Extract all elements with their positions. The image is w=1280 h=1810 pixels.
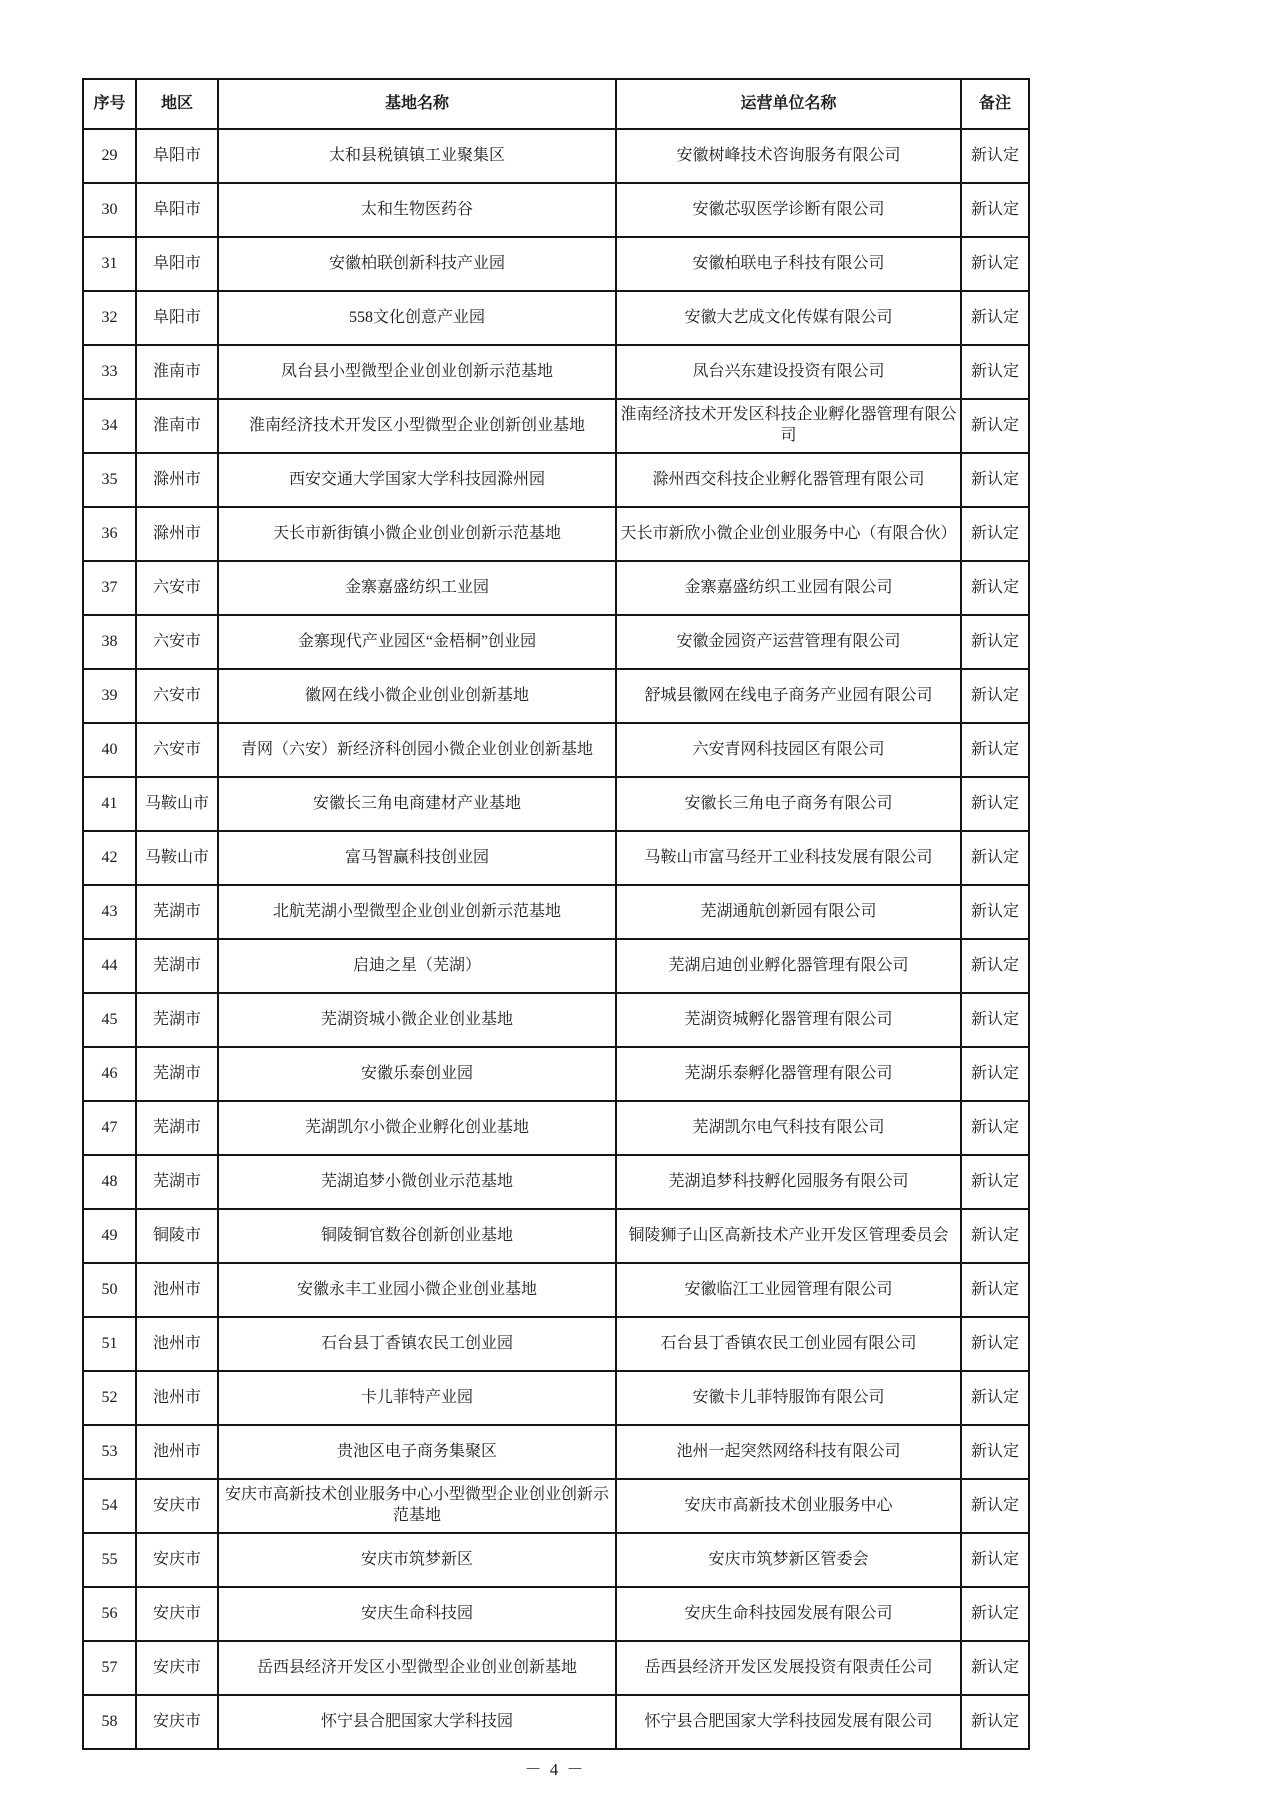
cell-region: 池州市 — [136, 1263, 218, 1317]
column-header-index: 序号 — [83, 79, 136, 129]
cell-index: 54 — [83, 1479, 136, 1533]
cell-remark: 新认定 — [961, 939, 1029, 993]
cell-region: 芜湖市 — [136, 993, 218, 1047]
cell-region: 六安市 — [136, 561, 218, 615]
table-row — [83, 1371, 1029, 1425]
cell-remark: 新认定 — [961, 183, 1029, 237]
cell-remark: 新认定 — [961, 831, 1029, 885]
table-row — [83, 1155, 1029, 1209]
cell-remark: 新认定 — [961, 1209, 1029, 1263]
cell-base-name: 安庆市高新技术创业服务中心小型微型企业创业创新示范基地 — [218, 1479, 616, 1533]
cell-remark: 新认定 — [961, 1533, 1029, 1587]
cell-index: 48 — [83, 1155, 136, 1209]
cell-base-name: 安徽乐泰创业园 — [218, 1047, 616, 1101]
cell-operator: 安徽金园资产运营管理有限公司 — [616, 615, 961, 669]
cell-base-name: 徽网在线小微企业创业创新基地 — [218, 669, 616, 723]
cell-remark: 新认定 — [961, 993, 1029, 1047]
cell-remark: 新认定 — [961, 129, 1029, 183]
table-row — [83, 1641, 1029, 1695]
cell-operator: 安徽树峰技术咨询服务有限公司 — [616, 129, 961, 183]
cell-remark: 新认定 — [961, 1425, 1029, 1479]
cell-index: 40 — [83, 723, 136, 777]
cell-operator: 安徽卡儿菲特服饰有限公司 — [616, 1371, 961, 1425]
column-header-region: 地区 — [136, 79, 218, 129]
cell-index: 43 — [83, 885, 136, 939]
table-row — [83, 615, 1029, 669]
cell-base-name: 安庆生命科技园 — [218, 1587, 616, 1641]
cell-operator: 铜陵狮子山区高新技术产业开发区管理委员会 — [616, 1209, 961, 1263]
table-row — [83, 129, 1029, 183]
cell-operator: 安庆市高新技术创业服务中心 — [616, 1479, 961, 1533]
cell-base-name: 太和生物医药谷 — [218, 183, 616, 237]
header-row — [83, 79, 1029, 129]
table-row — [83, 399, 1029, 453]
cell-base-name: 芜湖凯尔小微企业孵化创业基地 — [218, 1101, 616, 1155]
cell-index: 51 — [83, 1317, 136, 1371]
table-row — [83, 1317, 1029, 1371]
cell-base-name: 芜湖资城小微企业创业基地 — [218, 993, 616, 1047]
table-row — [83, 345, 1029, 399]
cell-remark: 新认定 — [961, 561, 1029, 615]
cell-index: 31 — [83, 237, 136, 291]
cell-operator: 天长市新欣小微企业创业服务中心（有限合伙） — [616, 507, 961, 561]
cell-index: 42 — [83, 831, 136, 885]
bases-table — [82, 78, 1030, 1750]
cell-region: 安庆市 — [136, 1695, 218, 1749]
table-body — [83, 129, 1029, 1749]
cell-operator: 石台县丁香镇农民工创业园有限公司 — [616, 1317, 961, 1371]
cell-region: 池州市 — [136, 1371, 218, 1425]
table-row — [83, 1425, 1029, 1479]
cell-operator: 马鞍山市富马经开工业科技发展有限公司 — [616, 831, 961, 885]
cell-index: 56 — [83, 1587, 136, 1641]
cell-index: 49 — [83, 1209, 136, 1263]
cell-remark: 新认定 — [961, 1101, 1029, 1155]
cell-base-name: 安徽永丰工业园小微企业创业基地 — [218, 1263, 616, 1317]
cell-region: 马鞍山市 — [136, 777, 218, 831]
cell-remark: 新认定 — [961, 345, 1029, 399]
cell-remark: 新认定 — [961, 615, 1029, 669]
cell-index: 53 — [83, 1425, 136, 1479]
cell-base-name: 怀宁县合肥国家大学科技园 — [218, 1695, 616, 1749]
cell-remark: 新认定 — [961, 291, 1029, 345]
cell-remark: 新认定 — [961, 237, 1029, 291]
cell-operator: 芜湖启迪创业孵化器管理有限公司 — [616, 939, 961, 993]
cell-region: 芜湖市 — [136, 939, 218, 993]
cell-region: 六安市 — [136, 615, 218, 669]
cell-region: 阜阳市 — [136, 237, 218, 291]
cell-base-name: 天长市新街镇小微企业创业创新示范基地 — [218, 507, 616, 561]
cell-region: 六安市 — [136, 723, 218, 777]
cell-base-name: 金寨现代产业园区“金梧桐”创业园 — [218, 615, 616, 669]
cell-operator: 安徽临江工业园管理有限公司 — [616, 1263, 961, 1317]
cell-remark: 新认定 — [961, 1479, 1029, 1533]
cell-region: 安庆市 — [136, 1641, 218, 1695]
table-row — [83, 777, 1029, 831]
table-row — [83, 1101, 1029, 1155]
table-row — [83, 291, 1029, 345]
cell-remark: 新认定 — [961, 1587, 1029, 1641]
cell-operator: 芜湖乐泰孵化器管理有限公司 — [616, 1047, 961, 1101]
table-row — [83, 939, 1029, 993]
cell-region: 铜陵市 — [136, 1209, 218, 1263]
cell-index: 38 — [83, 615, 136, 669]
cell-index: 36 — [83, 507, 136, 561]
cell-operator: 安徽芯驭医学诊断有限公司 — [616, 183, 961, 237]
cell-operator: 芜湖凯尔电气科技有限公司 — [616, 1101, 961, 1155]
cell-remark: 新认定 — [961, 1155, 1029, 1209]
table-row — [83, 1047, 1029, 1101]
cell-base-name: 铜陵铜官数谷创新创业基地 — [218, 1209, 616, 1263]
cell-operator: 舒城县徽网在线电子商务产业园有限公司 — [616, 669, 961, 723]
cell-operator: 金寨嘉盛纺织工业园有限公司 — [616, 561, 961, 615]
cell-index: 47 — [83, 1101, 136, 1155]
cell-operator: 池州一起突然网络科技有限公司 — [616, 1425, 961, 1479]
cell-base-name: 芜湖追梦小微创业示范基地 — [218, 1155, 616, 1209]
cell-remark: 新认定 — [961, 777, 1029, 831]
cell-index: 57 — [83, 1641, 136, 1695]
cell-index: 29 — [83, 129, 136, 183]
table-row — [83, 1533, 1029, 1587]
cell-operator: 怀宁县合肥国家大学科技园发展有限公司 — [616, 1695, 961, 1749]
table-row — [83, 561, 1029, 615]
table-row — [83, 507, 1029, 561]
column-header-remark: 备注 — [961, 79, 1029, 129]
table-row — [83, 831, 1029, 885]
cell-base-name: 凤台县小型微型企业创业创新示范基地 — [218, 345, 616, 399]
cell-base-name: 北航芜湖小型微型企业创业创新示范基地 — [218, 885, 616, 939]
cell-base-name: 石台县丁香镇农民工创业园 — [218, 1317, 616, 1371]
table-row — [83, 669, 1029, 723]
table-row — [83, 183, 1029, 237]
page-number: － 4 － — [524, 1760, 586, 1779]
cell-index: 41 — [83, 777, 136, 831]
table-row — [83, 1587, 1029, 1641]
cell-remark: 新认定 — [961, 1317, 1029, 1371]
cell-base-name: 卡儿菲特产业园 — [218, 1371, 616, 1425]
cell-index: 37 — [83, 561, 136, 615]
cell-operator: 芜湖资城孵化器管理有限公司 — [616, 993, 961, 1047]
cell-index: 33 — [83, 345, 136, 399]
cell-index: 30 — [83, 183, 136, 237]
cell-index: 32 — [83, 291, 136, 345]
cell-operator: 安徽柏联电子科技有限公司 — [616, 237, 961, 291]
cell-base-name: 太和县税镇镇工业聚集区 — [218, 129, 616, 183]
cell-remark: 新认定 — [961, 1695, 1029, 1749]
cell-base-name: 安庆市筑梦新区 — [218, 1533, 616, 1587]
table-row — [83, 1695, 1029, 1749]
column-header-operator: 运营单位名称 — [616, 79, 961, 129]
table-row — [83, 885, 1029, 939]
cell-index: 58 — [83, 1695, 136, 1749]
table-row — [83, 453, 1029, 507]
cell-base-name: 安徽长三角电商建材产业基地 — [218, 777, 616, 831]
cell-operator: 芜湖通航创新园有限公司 — [616, 885, 961, 939]
cell-region: 淮南市 — [136, 345, 218, 399]
cell-base-name: 金寨嘉盛纺织工业园 — [218, 561, 616, 615]
cell-region: 池州市 — [136, 1425, 218, 1479]
table-row — [83, 1209, 1029, 1263]
cell-index: 46 — [83, 1047, 136, 1101]
cell-region: 芜湖市 — [136, 1155, 218, 1209]
cell-base-name: 启迪之星（芜湖） — [218, 939, 616, 993]
cell-remark: 新认定 — [961, 1047, 1029, 1101]
cell-operator: 安庆生命科技园发展有限公司 — [616, 1587, 961, 1641]
cell-region: 阜阳市 — [136, 129, 218, 183]
cell-region: 阜阳市 — [136, 291, 218, 345]
table-row — [83, 993, 1029, 1047]
table-header — [83, 79, 1029, 129]
cell-region: 安庆市 — [136, 1479, 218, 1533]
cell-index: 50 — [83, 1263, 136, 1317]
cell-index: 34 — [83, 399, 136, 453]
cell-remark: 新认定 — [961, 669, 1029, 723]
cell-remark: 新认定 — [961, 1263, 1029, 1317]
cell-operator: 安徽大艺成文化传媒有限公司 — [616, 291, 961, 345]
cell-index: 45 — [83, 993, 136, 1047]
cell-index: 52 — [83, 1371, 136, 1425]
cell-region: 滁州市 — [136, 453, 218, 507]
cell-base-name: 558文化创意产业园 — [218, 291, 616, 345]
cell-remark: 新认定 — [961, 723, 1029, 777]
cell-operator: 芜湖追梦科技孵化园服务有限公司 — [616, 1155, 961, 1209]
cell-remark: 新认定 — [961, 453, 1029, 507]
cell-region: 安庆市 — [136, 1533, 218, 1587]
cell-remark: 新认定 — [961, 885, 1029, 939]
cell-base-name: 岳西县经济开发区小型微型企业创业创新基地 — [218, 1641, 616, 1695]
cell-operator: 岳西县经济开发区发展投资有限责任公司 — [616, 1641, 961, 1695]
cell-region: 淮南市 — [136, 399, 218, 453]
cell-operator: 滁州西交科技企业孵化器管理有限公司 — [616, 453, 961, 507]
cell-base-name: 安徽柏联创新科技产业园 — [218, 237, 616, 291]
cell-remark: 新认定 — [961, 507, 1029, 561]
cell-operator: 安徽长三角电子商务有限公司 — [616, 777, 961, 831]
cell-region: 芜湖市 — [136, 1101, 218, 1155]
cell-region: 芜湖市 — [136, 885, 218, 939]
cell-region: 安庆市 — [136, 1587, 218, 1641]
cell-index: 35 — [83, 453, 136, 507]
table-row — [83, 1479, 1029, 1533]
cell-region: 六安市 — [136, 669, 218, 723]
table-row — [83, 723, 1029, 777]
cell-region: 马鞍山市 — [136, 831, 218, 885]
cell-base-name: 西安交通大学国家大学科技园滁州园 — [218, 453, 616, 507]
table-row — [83, 1263, 1029, 1317]
cell-region: 阜阳市 — [136, 183, 218, 237]
cell-index: 55 — [83, 1533, 136, 1587]
cell-base-name: 青网（六安）新经济科创园小微企业创业创新基地 — [218, 723, 616, 777]
cell-remark: 新认定 — [961, 1371, 1029, 1425]
cell-operator: 凤台兴东建设投资有限公司 — [616, 345, 961, 399]
cell-index: 39 — [83, 669, 136, 723]
cell-operator: 六安青网科技园区有限公司 — [616, 723, 961, 777]
cell-base-name: 富马智赢科技创业园 — [218, 831, 616, 885]
cell-index: 44 — [83, 939, 136, 993]
table-row — [83, 237, 1029, 291]
column-header-base-name: 基地名称 — [218, 79, 616, 129]
cell-region: 芜湖市 — [136, 1047, 218, 1101]
cell-operator: 安庆市筑梦新区管委会 — [616, 1533, 961, 1587]
cell-region: 滁州市 — [136, 507, 218, 561]
cell-remark: 新认定 — [961, 399, 1029, 453]
cell-remark: 新认定 — [961, 1641, 1029, 1695]
cell-base-name: 贵池区电子商务集聚区 — [218, 1425, 616, 1479]
cell-operator: 淮南经济技术开发区科技企业孵化器管理有限公司 — [616, 399, 961, 453]
cell-region: 池州市 — [136, 1317, 218, 1371]
cell-base-name: 淮南经济技术开发区小型微型企业创新创业基地 — [218, 399, 616, 453]
